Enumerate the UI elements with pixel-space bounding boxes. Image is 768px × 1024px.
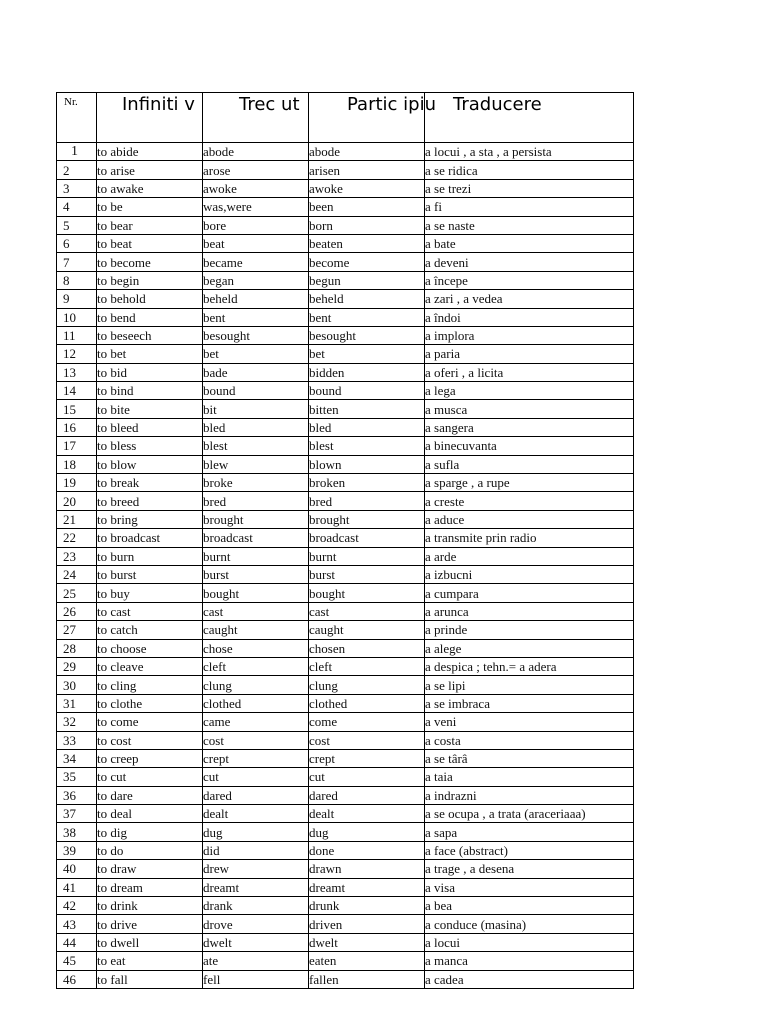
- cell-participle: dwelt: [309, 933, 425, 951]
- cell-nr: 23: [57, 547, 97, 565]
- cell-translation: a se târâ: [425, 749, 634, 767]
- table-row: [57, 529, 634, 547]
- cell-past: bade: [203, 363, 309, 381]
- cell-participle: beheld: [309, 290, 425, 308]
- cell-nr: 12: [57, 345, 97, 363]
- cell-infinitive: to cleave: [97, 657, 203, 675]
- table-row: [57, 290, 634, 308]
- cell-past: dug: [203, 823, 309, 841]
- cell-infinitive: to choose: [97, 639, 203, 657]
- cell-nr: 28: [57, 639, 97, 657]
- table-row: [57, 510, 634, 528]
- cell-infinitive: to blow: [97, 455, 203, 473]
- cell-infinitive: to bear: [97, 216, 203, 234]
- cell-infinitive: to burn: [97, 547, 203, 565]
- cell-translation: a prinde: [425, 621, 634, 639]
- cell-nr: 36: [57, 786, 97, 804]
- cell-participle: bitten: [309, 400, 425, 418]
- cell-past: bent: [203, 308, 309, 326]
- cell-infinitive: to drink: [97, 897, 203, 915]
- cell-past: arose: [203, 161, 309, 179]
- cell-infinitive: to break: [97, 474, 203, 492]
- table-row: [57, 565, 634, 583]
- cell-past: became: [203, 253, 309, 271]
- cell-participle: begun: [309, 271, 425, 289]
- table-row: [57, 143, 634, 161]
- cell-infinitive: to breed: [97, 492, 203, 510]
- cell-participle: dug: [309, 823, 425, 841]
- table-row: [57, 547, 634, 565]
- cell-nr: 19: [57, 474, 97, 492]
- cell-infinitive: to bid: [97, 363, 203, 381]
- cell-translation: a bate: [425, 234, 634, 252]
- cell-infinitive: to come: [97, 713, 203, 731]
- cell-participle: drunk: [309, 897, 425, 915]
- cell-participle: crept: [309, 749, 425, 767]
- cell-translation: a se naste: [425, 216, 634, 234]
- cell-translation: a arunca: [425, 602, 634, 620]
- cell-past: ate: [203, 952, 309, 970]
- table-row: [57, 474, 634, 492]
- cell-nr: 29: [57, 657, 97, 675]
- table-row: [57, 694, 634, 712]
- table-row: [57, 179, 634, 197]
- cell-nr: 14: [57, 382, 97, 400]
- cell-past: cast: [203, 602, 309, 620]
- cell-past: blest: [203, 437, 309, 455]
- cell-participle: dealt: [309, 805, 425, 823]
- cell-nr: 46: [57, 970, 97, 988]
- cell-nr: 18: [57, 455, 97, 473]
- cell-translation: a despica ; tehn.= a adera: [425, 657, 634, 675]
- cell-infinitive: to dare: [97, 786, 203, 804]
- cell-infinitive: to bite: [97, 400, 203, 418]
- cell-past: dreamt: [203, 878, 309, 896]
- cell-infinitive: to cling: [97, 676, 203, 694]
- table-row: [57, 400, 634, 418]
- table-row: [57, 584, 634, 602]
- cell-translation: a îndoi: [425, 308, 634, 326]
- cell-nr: 4: [57, 198, 97, 216]
- cell-nr: 41: [57, 878, 97, 896]
- cell-translation: a se ocupa , a trata (araceriaaa): [425, 805, 634, 823]
- cell-translation: a visa: [425, 878, 634, 896]
- table-row: [57, 713, 634, 731]
- cell-infinitive: to beseech: [97, 326, 203, 344]
- cell-nr: 5: [57, 216, 97, 234]
- table-row: [57, 455, 634, 473]
- cell-translation: a paria: [425, 345, 634, 363]
- cell-past: began: [203, 271, 309, 289]
- cell-nr: 42: [57, 897, 97, 915]
- cell-nr: 33: [57, 731, 97, 749]
- cell-infinitive: to creep: [97, 749, 203, 767]
- cell-translation: a costa: [425, 731, 634, 749]
- cell-nr: 40: [57, 860, 97, 878]
- cell-nr: 26: [57, 602, 97, 620]
- cell-past: bought: [203, 584, 309, 602]
- cell-infinitive: to deal: [97, 805, 203, 823]
- table-row: [57, 271, 634, 289]
- cell-nr: 7: [57, 253, 97, 271]
- cell-past: abode: [203, 143, 309, 161]
- cell-translation: a taia: [425, 768, 634, 786]
- header-past: Trec ut: [203, 93, 309, 143]
- cell-translation: a sapa: [425, 823, 634, 841]
- cell-past: broke: [203, 474, 309, 492]
- cell-nr: 25: [57, 584, 97, 602]
- cell-translation: a manca: [425, 952, 634, 970]
- cell-past: crept: [203, 749, 309, 767]
- table-row: [57, 823, 634, 841]
- cell-nr: 31: [57, 694, 97, 712]
- table-row: [57, 897, 634, 915]
- cell-participle: bound: [309, 382, 425, 400]
- cell-past: bred: [203, 492, 309, 510]
- cell-participle: chosen: [309, 639, 425, 657]
- cell-past: blew: [203, 455, 309, 473]
- cell-past: cut: [203, 768, 309, 786]
- cell-participle: come: [309, 713, 425, 731]
- cell-past: cleft: [203, 657, 309, 675]
- cell-infinitive: to abide: [97, 143, 203, 161]
- table-row: [57, 308, 634, 326]
- cell-translation: a bea: [425, 897, 634, 915]
- table-row: [57, 602, 634, 620]
- cell-translation: a conduce (masina): [425, 915, 634, 933]
- cell-nr: 2: [57, 161, 97, 179]
- table-row: [57, 198, 634, 216]
- cell-participle: beaten: [309, 234, 425, 252]
- cell-nr: 9: [57, 290, 97, 308]
- cell-infinitive: to cut: [97, 768, 203, 786]
- cell-past: drew: [203, 860, 309, 878]
- cell-nr: 20: [57, 492, 97, 510]
- cell-translation: a sufla: [425, 455, 634, 473]
- cell-participle: clung: [309, 676, 425, 694]
- cell-participle: dreamt: [309, 878, 425, 896]
- cell-infinitive: to behold: [97, 290, 203, 308]
- cell-nr: 13: [57, 363, 97, 381]
- cell-past: cost: [203, 731, 309, 749]
- table-row: [57, 731, 634, 749]
- cell-participle: cost: [309, 731, 425, 749]
- cell-translation: a se lipi: [425, 676, 634, 694]
- cell-participle: driven: [309, 915, 425, 933]
- cell-infinitive: to clothe: [97, 694, 203, 712]
- cell-nr: 32: [57, 713, 97, 731]
- cell-infinitive: to dwell: [97, 933, 203, 951]
- cell-past: chose: [203, 639, 309, 657]
- cell-participle: caught: [309, 621, 425, 639]
- cell-translation: a implora: [425, 326, 634, 344]
- cell-infinitive: to eat: [97, 952, 203, 970]
- cell-participle: bled: [309, 418, 425, 436]
- cell-translation: a deveni: [425, 253, 634, 271]
- cell-past: bound: [203, 382, 309, 400]
- cell-past: did: [203, 841, 309, 859]
- table-row: [57, 382, 634, 400]
- cell-translation: a zari , a vedea: [425, 290, 634, 308]
- cell-past: brought: [203, 510, 309, 528]
- header-infinitive: Infiniti v: [97, 93, 203, 143]
- cell-nr: 45: [57, 952, 97, 970]
- cell-translation: a veni: [425, 713, 634, 731]
- cell-translation: a aduce: [425, 510, 634, 528]
- cell-translation: a sparge , a rupe: [425, 474, 634, 492]
- cell-infinitive: to do: [97, 841, 203, 859]
- table-row: [57, 657, 634, 675]
- cell-nr: 11: [57, 326, 97, 344]
- cell-infinitive: to beat: [97, 234, 203, 252]
- cell-translation: a locui , a sta , a persista: [425, 143, 634, 161]
- table-row: [57, 161, 634, 179]
- cell-infinitive: to bind: [97, 382, 203, 400]
- cell-translation: a oferi , a licita: [425, 363, 634, 381]
- cell-past: beheld: [203, 290, 309, 308]
- cell-nr: 17: [57, 437, 97, 455]
- cell-participle: abode: [309, 143, 425, 161]
- cell-participle: bet: [309, 345, 425, 363]
- cell-nr: 35: [57, 768, 97, 786]
- cell-participle: done: [309, 841, 425, 859]
- cell-past: bled: [203, 418, 309, 436]
- cell-participle: cleft: [309, 657, 425, 675]
- cell-nr: 27: [57, 621, 97, 639]
- cell-participle: arisen: [309, 161, 425, 179]
- header-nr: Nr.: [57, 93, 97, 143]
- cell-past: clung: [203, 676, 309, 694]
- cell-nr: 44: [57, 933, 97, 951]
- cell-past: drove: [203, 915, 309, 933]
- table-row: [57, 345, 634, 363]
- cell-translation: a se ridica: [425, 161, 634, 179]
- cell-nr: 30: [57, 676, 97, 694]
- cell-past: dealt: [203, 805, 309, 823]
- cell-participle: cut: [309, 768, 425, 786]
- cell-infinitive: to begin: [97, 271, 203, 289]
- cell-infinitive: to be: [97, 198, 203, 216]
- table-row: [57, 786, 634, 804]
- cell-infinitive: to awake: [97, 179, 203, 197]
- cell-participle: bidden: [309, 363, 425, 381]
- cell-translation: a transmite prin radio: [425, 529, 634, 547]
- table-row: [57, 363, 634, 381]
- cell-participle: bred: [309, 492, 425, 510]
- cell-translation: a fi: [425, 198, 634, 216]
- cell-participle: blest: [309, 437, 425, 455]
- table-row: [57, 878, 634, 896]
- table-header: [57, 93, 634, 143]
- cell-participle: brought: [309, 510, 425, 528]
- header-participle: Partic ipiu: [309, 93, 425, 143]
- cell-nr: 22: [57, 529, 97, 547]
- cell-participle: bought: [309, 584, 425, 602]
- cell-translation: a musca: [425, 400, 634, 418]
- header-translation: Traducere: [425, 93, 634, 143]
- cell-participle: eaten: [309, 952, 425, 970]
- table-row: [57, 234, 634, 252]
- cell-infinitive: to cast: [97, 602, 203, 620]
- cell-infinitive: to catch: [97, 621, 203, 639]
- cell-translation: a binecuvanta: [425, 437, 634, 455]
- cell-infinitive: to buy: [97, 584, 203, 602]
- table-row: [57, 216, 634, 234]
- cell-participle: born: [309, 216, 425, 234]
- table-row: [57, 841, 634, 859]
- cell-past: drank: [203, 897, 309, 915]
- table-row: [57, 970, 634, 988]
- cell-infinitive: to fall: [97, 970, 203, 988]
- cell-nr: 3: [57, 179, 97, 197]
- table-row: [57, 326, 634, 344]
- cell-participle: burnt: [309, 547, 425, 565]
- cell-participle: blown: [309, 455, 425, 473]
- cell-translation: a indrazni: [425, 786, 634, 804]
- cell-translation: a alege: [425, 639, 634, 657]
- cell-translation: a sangera: [425, 418, 634, 436]
- table-row: [57, 749, 634, 767]
- cell-infinitive: to become: [97, 253, 203, 271]
- table-row: [57, 676, 634, 694]
- cell-past: dared: [203, 786, 309, 804]
- cell-nr: 39: [57, 841, 97, 859]
- cell-nr: 10: [57, 308, 97, 326]
- cell-translation: a începe: [425, 271, 634, 289]
- cell-infinitive: to bleed: [97, 418, 203, 436]
- cell-nr: 8: [57, 271, 97, 289]
- cell-participle: been: [309, 198, 425, 216]
- cell-past: broadcast: [203, 529, 309, 547]
- cell-participle: burst: [309, 565, 425, 583]
- cell-past: bit: [203, 400, 309, 418]
- cell-nr: 34: [57, 749, 97, 767]
- cell-translation: a cadea: [425, 970, 634, 988]
- table-row: [57, 492, 634, 510]
- cell-translation: a creste: [425, 492, 634, 510]
- cell-nr: 38: [57, 823, 97, 841]
- cell-past: beat: [203, 234, 309, 252]
- cell-past: caught: [203, 621, 309, 639]
- cell-translation: a arde: [425, 547, 634, 565]
- table-row: [57, 437, 634, 455]
- cell-past: bore: [203, 216, 309, 234]
- cell-translation: a locui: [425, 933, 634, 951]
- cell-translation: a se imbraca: [425, 694, 634, 712]
- header-row: [57, 93, 634, 143]
- cell-translation: a se trezi: [425, 179, 634, 197]
- cell-nr: 24: [57, 565, 97, 583]
- table-row: [57, 418, 634, 436]
- table-row: [57, 933, 634, 951]
- cell-participle: dared: [309, 786, 425, 804]
- cell-participle: become: [309, 253, 425, 271]
- cell-past: bet: [203, 345, 309, 363]
- cell-participle: besought: [309, 326, 425, 344]
- cell-infinitive: to drive: [97, 915, 203, 933]
- cell-participle: broken: [309, 474, 425, 492]
- cell-nr: 15: [57, 400, 97, 418]
- cell-nr: 16: [57, 418, 97, 436]
- cell-infinitive: to burst: [97, 565, 203, 583]
- cell-translation: a lega: [425, 382, 634, 400]
- table-row: [57, 253, 634, 271]
- cell-participle: broadcast: [309, 529, 425, 547]
- table-row: [57, 915, 634, 933]
- cell-infinitive: to bring: [97, 510, 203, 528]
- cell-infinitive: to arise: [97, 161, 203, 179]
- cell-nr: 37: [57, 805, 97, 823]
- cell-participle: fallen: [309, 970, 425, 988]
- cell-past: came: [203, 713, 309, 731]
- cell-past: dwelt: [203, 933, 309, 951]
- table-row: [57, 952, 634, 970]
- cell-past: burnt: [203, 547, 309, 565]
- cell-nr: 21: [57, 510, 97, 528]
- cell-infinitive: to cost: [97, 731, 203, 749]
- cell-past: burst: [203, 565, 309, 583]
- cell-infinitive: to draw: [97, 860, 203, 878]
- table-body: [57, 143, 634, 989]
- cell-infinitive: to bet: [97, 345, 203, 363]
- cell-translation: a face (abstract): [425, 841, 634, 859]
- cell-past: clothed: [203, 694, 309, 712]
- cell-infinitive: to broadcast: [97, 529, 203, 547]
- cell-participle: awoke: [309, 179, 425, 197]
- irregular-verbs-table: [56, 92, 634, 989]
- cell-translation: a trage , a desena: [425, 860, 634, 878]
- cell-translation: a cumpara: [425, 584, 634, 602]
- cell-nr: 6: [57, 234, 97, 252]
- cell-participle: clothed: [309, 694, 425, 712]
- table-row: [57, 768, 634, 786]
- cell-past: besought: [203, 326, 309, 344]
- cell-past: awoke: [203, 179, 309, 197]
- cell-participle: drawn: [309, 860, 425, 878]
- cell-participle: bent: [309, 308, 425, 326]
- cell-translation: a izbucni: [425, 565, 634, 583]
- cell-past: fell: [203, 970, 309, 988]
- cell-past: was,were: [203, 198, 309, 216]
- cell-infinitive: to dream: [97, 878, 203, 896]
- cell-infinitive: to dig: [97, 823, 203, 841]
- cell-nr: 1: [57, 143, 97, 161]
- table-row: [57, 639, 634, 657]
- cell-infinitive: to bless: [97, 437, 203, 455]
- cell-nr: 43: [57, 915, 97, 933]
- table-row: [57, 860, 634, 878]
- cell-participle: cast: [309, 602, 425, 620]
- table-row: [57, 621, 634, 639]
- table-row: [57, 805, 634, 823]
- cell-infinitive: to bend: [97, 308, 203, 326]
